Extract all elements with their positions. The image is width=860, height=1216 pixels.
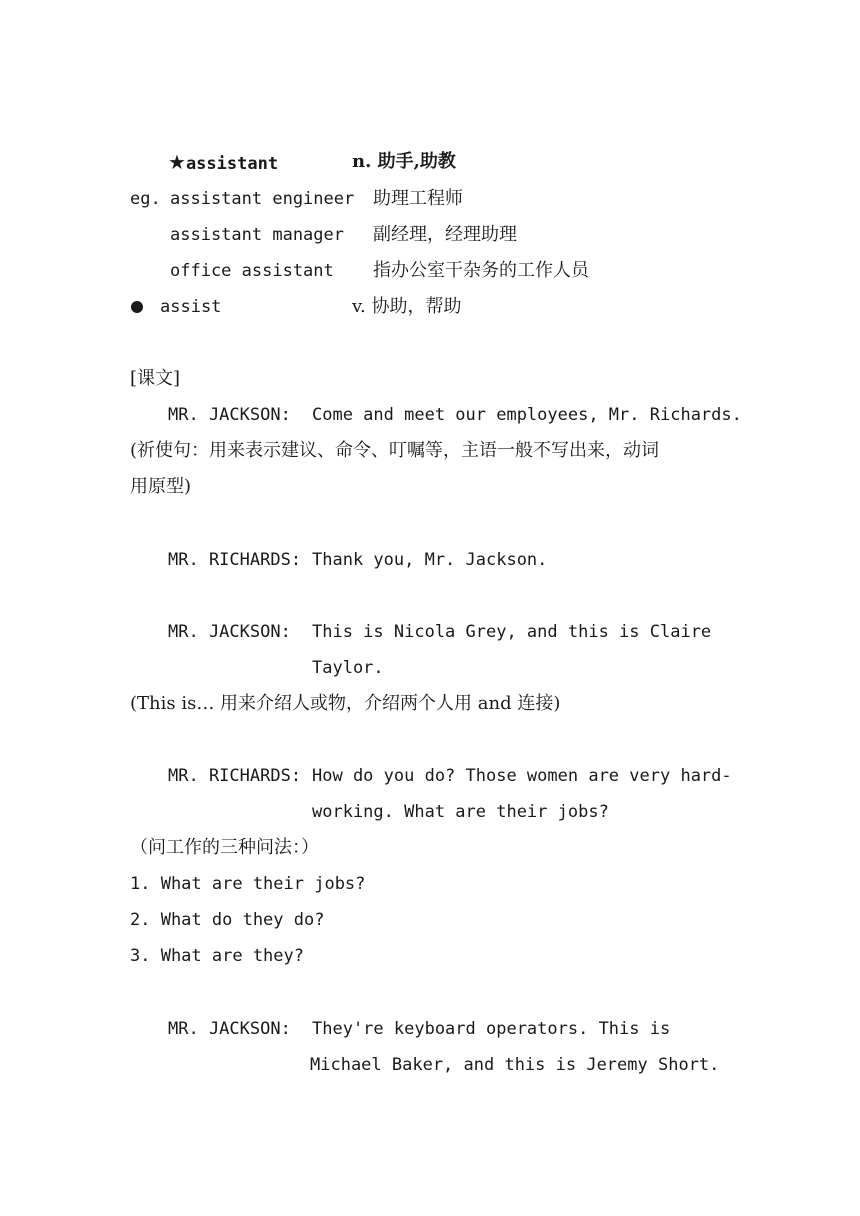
related-definition: v. 协助，帮助 xyxy=(352,296,462,317)
headword-definition: n. 助手,助教 xyxy=(352,151,456,172)
dialogue-line: Come and meet our employees, Mr. Richards. xyxy=(312,405,742,425)
example-en: assistant manager xyxy=(170,225,344,245)
dialogue-line: working. What are their jobs? xyxy=(312,802,609,822)
example-prefix: eg. xyxy=(130,189,161,209)
question-list-item: 2. What do they do? xyxy=(130,910,325,930)
grammar-note: 用原型) xyxy=(130,476,192,497)
speaker-label: MR. JACKSON: xyxy=(168,1019,291,1039)
related-word: assist xyxy=(160,297,222,317)
dialogue-line: Thank you, Mr. Jackson. xyxy=(312,550,548,570)
speaker-label: MR. RICHARDS: xyxy=(168,550,302,570)
speaker-label: MR. RICHARDS: xyxy=(168,766,302,786)
grammar-note: （问工作的三种问法：） xyxy=(130,837,319,858)
speaker-label: MR. JACKSON: xyxy=(168,405,291,425)
question-list-item: 3. What are they? xyxy=(130,946,304,966)
dialogue-line: Michael Baker, and this is Jeremy Short. xyxy=(310,1055,720,1075)
section-heading: [课文] xyxy=(130,368,181,389)
question-list-item: 1. What are their jobs? xyxy=(130,874,366,894)
dialogue-line: They're keyboard operators. This is xyxy=(312,1019,671,1039)
speaker-label: MR. JACKSON: xyxy=(168,622,291,642)
headword-line xyxy=(168,150,278,174)
example-zh: 助理工程师 xyxy=(373,188,463,209)
grammar-note: (祈使句：用来表示建议、命令、叮嘱等，主语一般不写出来，动词 xyxy=(130,440,660,461)
dialogue-line: How do you do? Those women are very hard- xyxy=(312,766,732,786)
dialogue-line: Taylor. xyxy=(312,658,384,678)
example-zh: 指办公室干杂务的工作人员 xyxy=(373,260,589,281)
headword: assistant xyxy=(185,154,279,174)
star-icon: ★ xyxy=(168,150,186,174)
example-zh: 副经理，经理助理 xyxy=(373,224,517,245)
bullet-icon xyxy=(131,301,143,313)
example-en: office assistant xyxy=(170,261,334,281)
example-en: assistant engineer xyxy=(170,189,355,209)
dialogue-line: This is Nicola Grey, and this is Claire xyxy=(312,622,712,642)
grammar-note: (This is… 用来介绍人或物，介绍两个人用 and 连接) xyxy=(130,693,561,714)
